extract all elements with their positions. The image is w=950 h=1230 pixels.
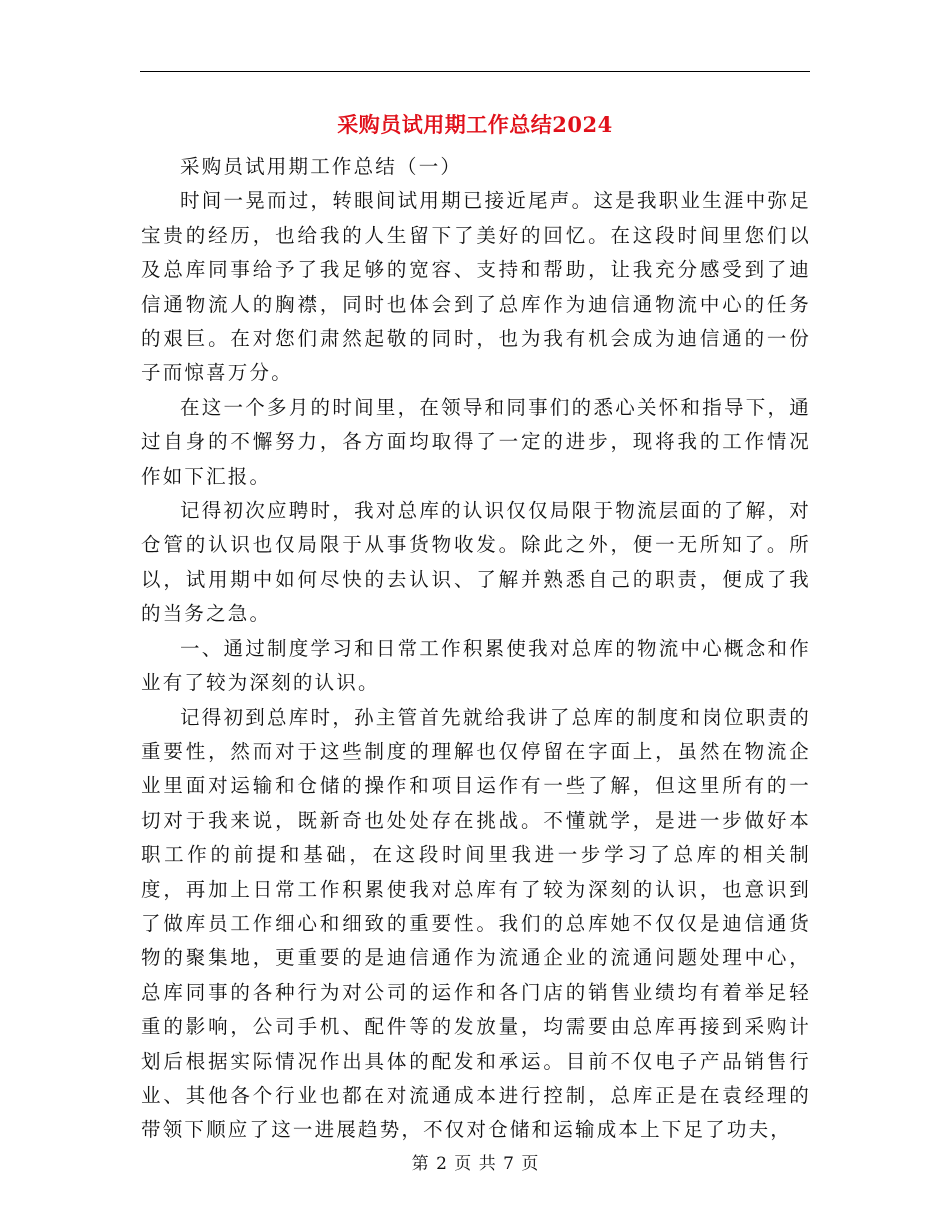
body-paragraph: 时间一晃而过，转眼间试用期已接近尾声。这是我职业生涯中弥足宝贵的经历，也给我的人生留下了美好的回忆。在这段时间里您们以及总库同事给予了我足够的宽容、支持和帮助，让我充分感受到了迪信通物流人的胸襟，同时也体会到了总库作为迪信通物流中心的任务的艰巨。在对您们肃然起敬的同时，也为我有机会成为迪信通的一份子而惊喜万分。 — [141, 189, 811, 385]
body-paragraph: 记得初到总库时，孙主管首先就给我讲了总库的制度和岗位职责的重要性，然而对于这些制度的理解也仅停留在字面上，虽然在物流企业里面对运输和仓储的操作和项目运作有一些了解，但这里所有的一切对于我来说，既新奇也处处存在挑战。不懂就学，是进一步做好本职工作的前提和基础，在这段时间里我进一步学习了总库的相关制度，再加上日常工作积累使我对总库有了较为深刻的认识，也意识到了做库员工作细心和细致的重要性。我们的总库她不仅仅是迪信通货物的聚集地，更重要的是迪信通作为流通企业的流通问题处理中心，总库同事的各种行为对公司的运作和各门店的销售业绩均有着举足轻重的影响，公司手机、配件等的发放量，均需要由总库再接到采购计划后根据实际情况作出具体的配发和承运。目前不仅电子产品销售行业、其他各个行业也都在对流通成本进行控制，总库正是在袁经理的带领下顺应了这一进展趋势，不仅对仓储和运输成本上下足了功夫， — [141, 705, 811, 1142]
document-title: 采购员试用期工作总结2024 — [337, 112, 613, 137]
section-heading: 采购员试用期工作总结（一） — [180, 155, 463, 178]
subsection-heading: 一、通过制度学习和日常工作积累使我对总库的物流中心概念和作业有了较为深刻的认识。 — [141, 636, 811, 695]
body-paragraph: 在这一个多月的时间里，在领导和同事们的悉心关怀和指导下，通过自身的不懈努力，各方面均取得了一定的进步，现将我的工作情况作如下汇报。 — [141, 395, 811, 488]
page-number-footer: 第 2 页 共 7 页 — [411, 1154, 539, 1174]
body-paragraph: 记得初次应聘时，我对总库的认识仅仅局限于物流层面的了解，对仓管的认识也仅局限于从事货物收发。除此之外，便一无所知了。所以，试用期中如何尽快的去认识、了解并熟悉自己的职责，便成了我的当务之急。 — [141, 499, 811, 626]
header-rule — [140, 71, 810, 72]
document-body — [141, 150, 811, 1148]
